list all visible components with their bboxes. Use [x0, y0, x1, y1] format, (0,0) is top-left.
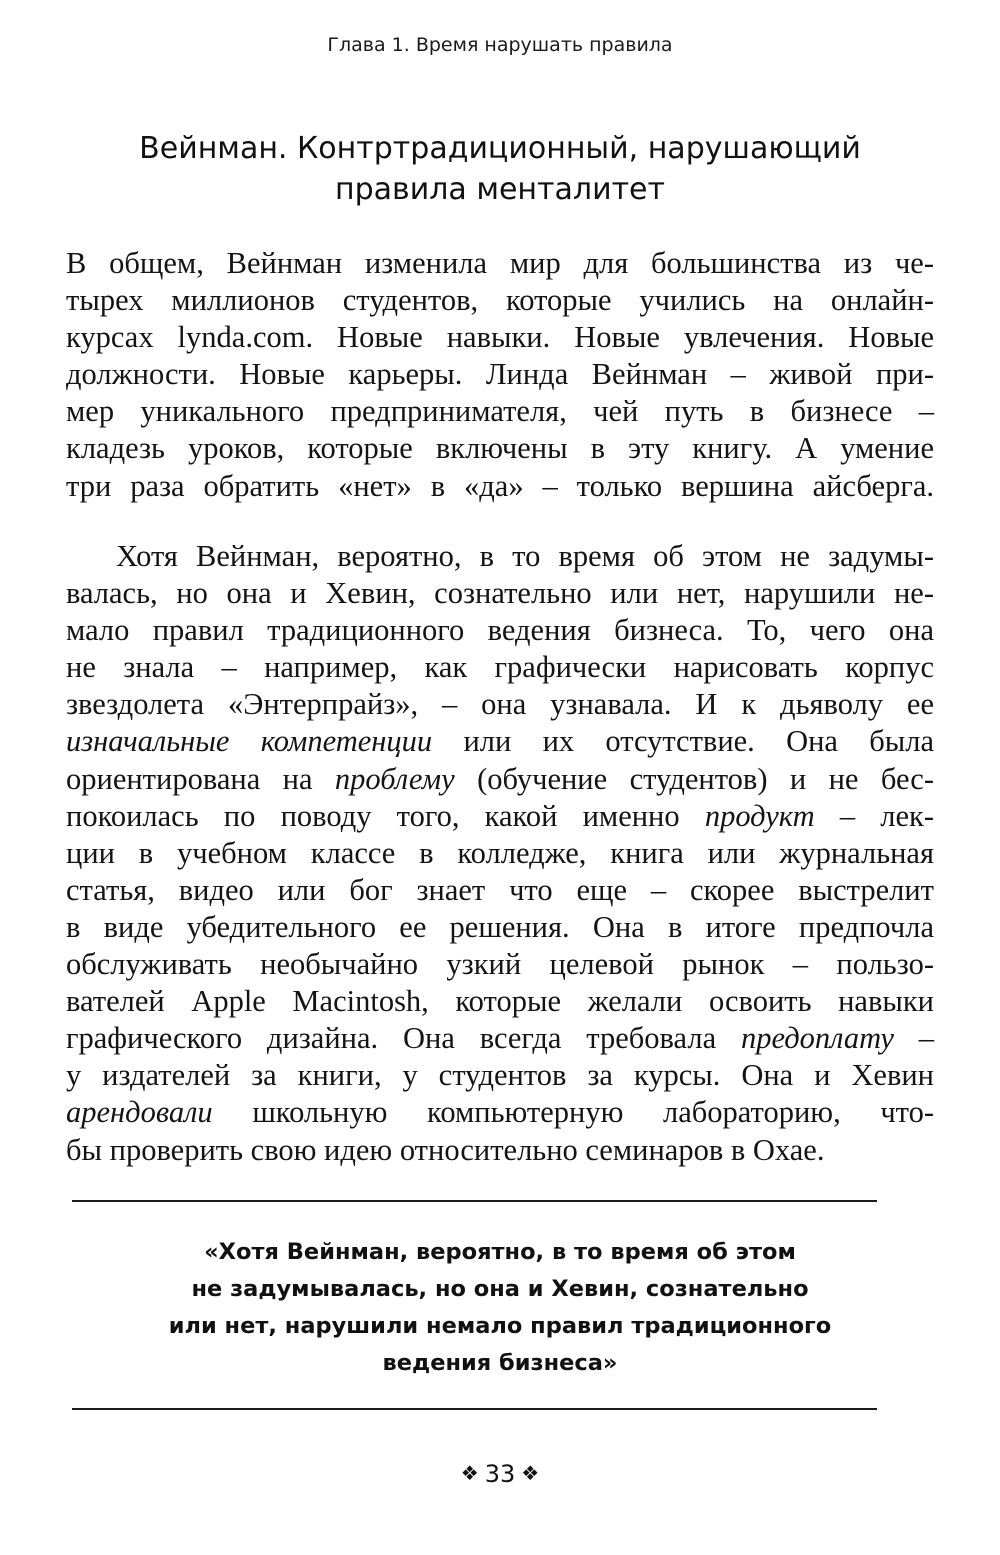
text-line: вателей Apple Macintosh, которые желали освоить навыки — [66, 984, 934, 1019]
paragraph-1 — [66, 245, 934, 505]
text-line: В общем, Вейнман изменила мир для большинства из че- — [66, 246, 934, 280]
text-line: ции в учебном классе в колледже, книга или журнальная — [66, 835, 934, 870]
text-line — [66, 1020, 934, 1057]
text-line: бы проверить свою идею относительно семинаров в Охае. — [66, 1132, 825, 1167]
pull-quote-bottom-rule — [72, 1408, 877, 1410]
pull-quote-line: или нет, нарушили немало правил традиционного — [168, 1313, 832, 1339]
text-run: – лек- — [814, 798, 935, 833]
text-line: обслуживать необычайно узкий целевой рынок – пользо- — [66, 947, 934, 982]
text-run: (обучение студентов) и не бес- — [454, 761, 934, 796]
text-line: кладезь уроков, которые включены в эту книгу. А умение — [66, 431, 934, 466]
pull-quote-top-rule — [72, 1200, 877, 1202]
text-line: мер уникального предпринимателя, чей путь в бизнесе – — [66, 394, 934, 429]
text-run: или их отсутствие. Она была — [432, 724, 934, 759]
text-line — [66, 798, 934, 835]
pull-quote-line: ведения бизнеса» — [382, 1350, 618, 1376]
text-line: три раза обратить «нет» в «да» – только вершина айсберга. — [66, 468, 934, 503]
text-line: должности. Новые карьеры. Линда Вейнман – живой при- — [66, 357, 934, 392]
text-run: ориентирована на — [66, 761, 335, 796]
diamond-ornament-icon: ❖ — [521, 1461, 540, 1485]
emphasis: предоплату — [740, 1021, 894, 1056]
text-line: статья, видео или бог знает что еще – скорее выстрелит — [66, 872, 934, 907]
emphasis: изначальные компетенции — [66, 724, 433, 759]
emphasis: продукт — [704, 798, 815, 833]
text-line: у издателей за книги, у студентов за курсы. Она и Хевин — [66, 1058, 934, 1093]
pull-quote-line: «Хотя Вейнман, вероятно, в то время об этом — [204, 1239, 796, 1265]
pull-quote — [90, 1234, 910, 1382]
text-line: тырех миллионов студентов, которые учились на онлайн- — [66, 283, 934, 318]
text-line: валась, но она и Хевин, сознательно или нет, нарушили не- — [66, 576, 934, 611]
text-line — [66, 723, 934, 760]
section-title-line: Вейнман. Контртрадиционный, нарушающий — [139, 131, 861, 166]
text-line: звездолета «Энтерпрайз», – она узнавала. И к дьяволу ее — [66, 687, 934, 722]
text-line: мало правил традиционного ведения бизнеса. То, чего она — [66, 613, 934, 648]
text-line — [66, 761, 934, 798]
pull-quote-line: не задумывалась, но она и Хевин, сознательно — [191, 1276, 809, 1302]
text-line: курсах lynda.com. Новые навыки. Новые увлечения. Новые — [66, 320, 934, 355]
text-line: в виде убедительного ее решения. Она в итоге предпочла — [66, 909, 934, 944]
text-line: Хотя Вейнман, вероятно, в то время об этом не задумы- — [116, 539, 934, 573]
running-header: Глава 1. Время нарушать правила — [327, 34, 673, 56]
text-run: покоилась по поводу того, какой именно — [66, 798, 705, 833]
section-title-line: правила менталитет — [335, 172, 665, 207]
text-line: не знала – например, как графически нарисовать корпус — [66, 650, 934, 685]
text-line — [66, 1094, 934, 1131]
page-number: 33 — [484, 1460, 516, 1488]
emphasis: арендовали — [66, 1095, 213, 1130]
text-run: графического дизайна. Она всегда требовала — [66, 1021, 741, 1056]
page-footer — [0, 1460, 1000, 1488]
emphasis: проблему — [334, 761, 455, 796]
text-run: – — [893, 1021, 935, 1056]
text-run: школьную компьютерную лабораторию, что- — [212, 1095, 934, 1130]
section-title — [90, 128, 910, 210]
diamond-ornament-icon: ❖ — [460, 1461, 479, 1485]
paragraph-2 — [66, 538, 934, 1169]
